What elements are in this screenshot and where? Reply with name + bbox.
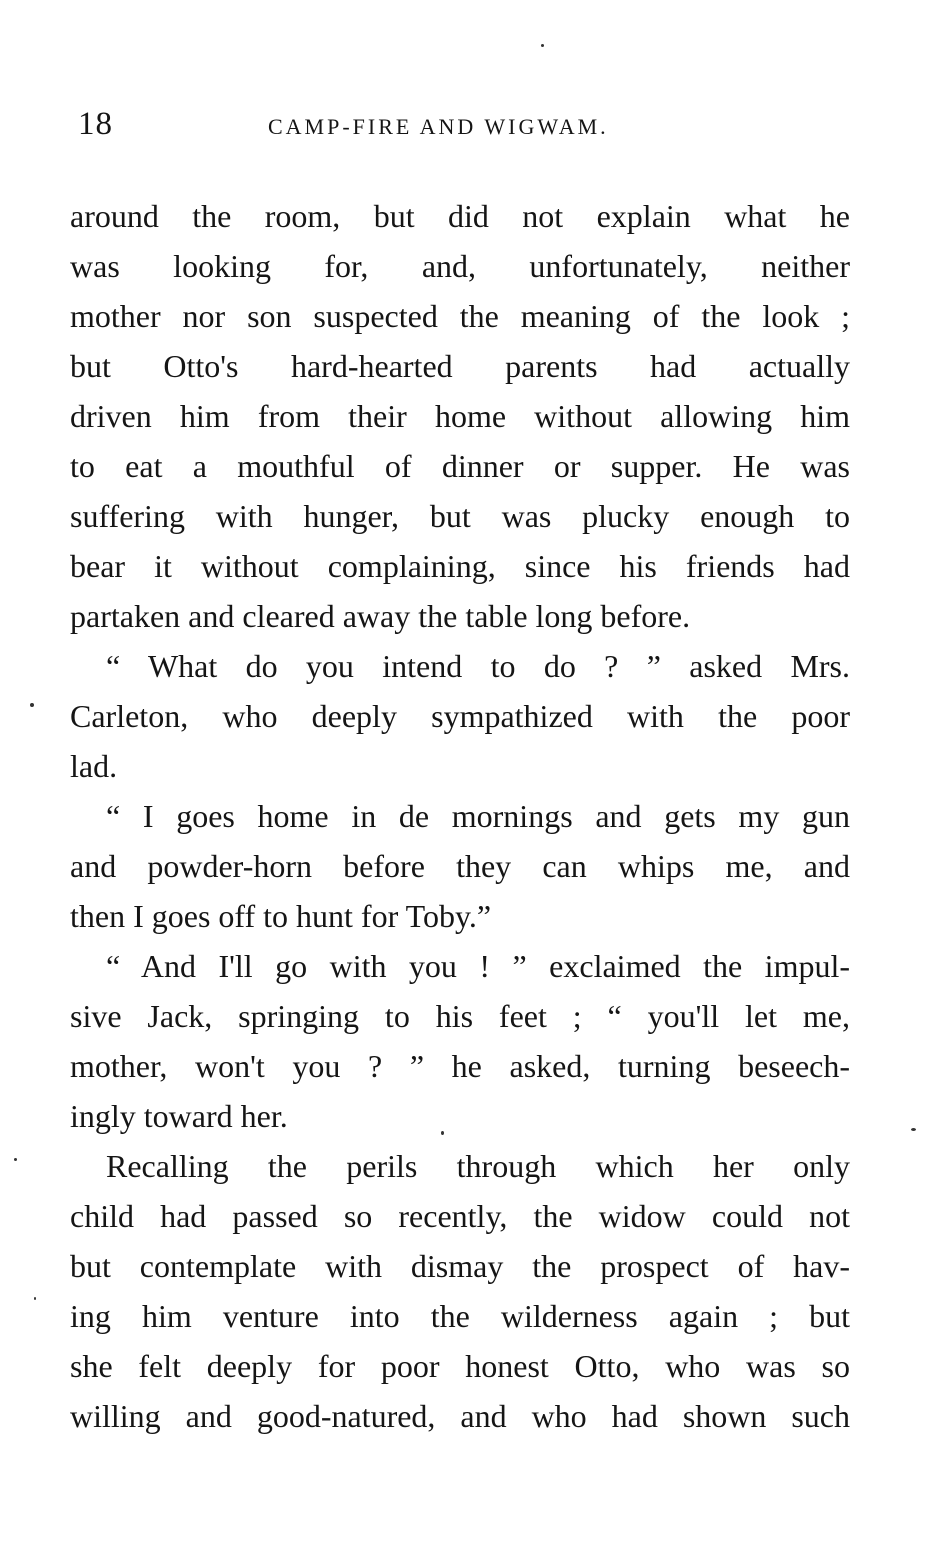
paragraph-start-line: “ I goes home in de mornings and gets my gun xyxy=(106,798,850,834)
text-line: ing him venture into the wilderness again ; but xyxy=(70,1298,850,1334)
scan-speck xyxy=(911,1128,916,1131)
scan-speck xyxy=(14,1158,17,1161)
text-line: around the room, but did not explain what he xyxy=(70,198,850,234)
text-line: to eat a mouthful of dinner or supper. He was xyxy=(70,448,850,484)
text-line: bear it without complaining, since his friends had xyxy=(70,548,850,584)
text-line: sive Jack, springing to his feet ; “ you'll let me, xyxy=(70,998,850,1034)
scan-speck xyxy=(541,44,544,47)
text-line: willing and good-natured, and who had shown such xyxy=(70,1398,850,1434)
text-line: child had passed so recently, the widow could not xyxy=(70,1198,850,1234)
paragraph-start-line: “ And I'll go with you ! ” exclaimed the impul- xyxy=(106,948,850,984)
scan-speck xyxy=(30,703,34,707)
paragraph-start-line: Recalling the perils through which her only xyxy=(106,1148,850,1184)
text-line: was looking for, and, unfortunately, neither xyxy=(70,248,850,284)
text-line: but Otto's hard-hearted parents had actually xyxy=(70,348,850,384)
text-line: mother nor son suspected the meaning of the look ; xyxy=(70,298,850,334)
text-line: mother, won't you ? ” he asked, turning beseech- xyxy=(70,1048,850,1084)
text-line: ingly toward her. xyxy=(70,1098,288,1134)
text-line: partaken and cleared away the table long before. xyxy=(70,598,691,634)
text-line: but contemplate with dismay the prospect of hav- xyxy=(70,1248,850,1284)
paragraph-start-line: “ What do you intend to do ? ” asked Mrs. xyxy=(106,648,850,684)
text-line: suffering with hunger, but was plucky enough to xyxy=(70,498,850,534)
body-text xyxy=(70,191,850,1441)
text-line: and powder-horn before they can whips me, and xyxy=(70,848,850,884)
text-line: lad. xyxy=(70,748,118,784)
scan-speck xyxy=(441,1131,444,1135)
text-line: then I goes off to hunt for Toby.” xyxy=(70,898,492,934)
scan-speck xyxy=(34,1297,36,1300)
text-line: Carleton, who deeply sympathized with the poor xyxy=(70,698,850,734)
page-number: 18 xyxy=(78,106,113,142)
running-head-title: CAMP-FIRE AND WIGWAM. xyxy=(268,114,609,139)
text-line: she felt deeply for poor honest Otto, who was so xyxy=(70,1348,850,1384)
text-line: driven him from their home without allowing him xyxy=(70,398,850,434)
